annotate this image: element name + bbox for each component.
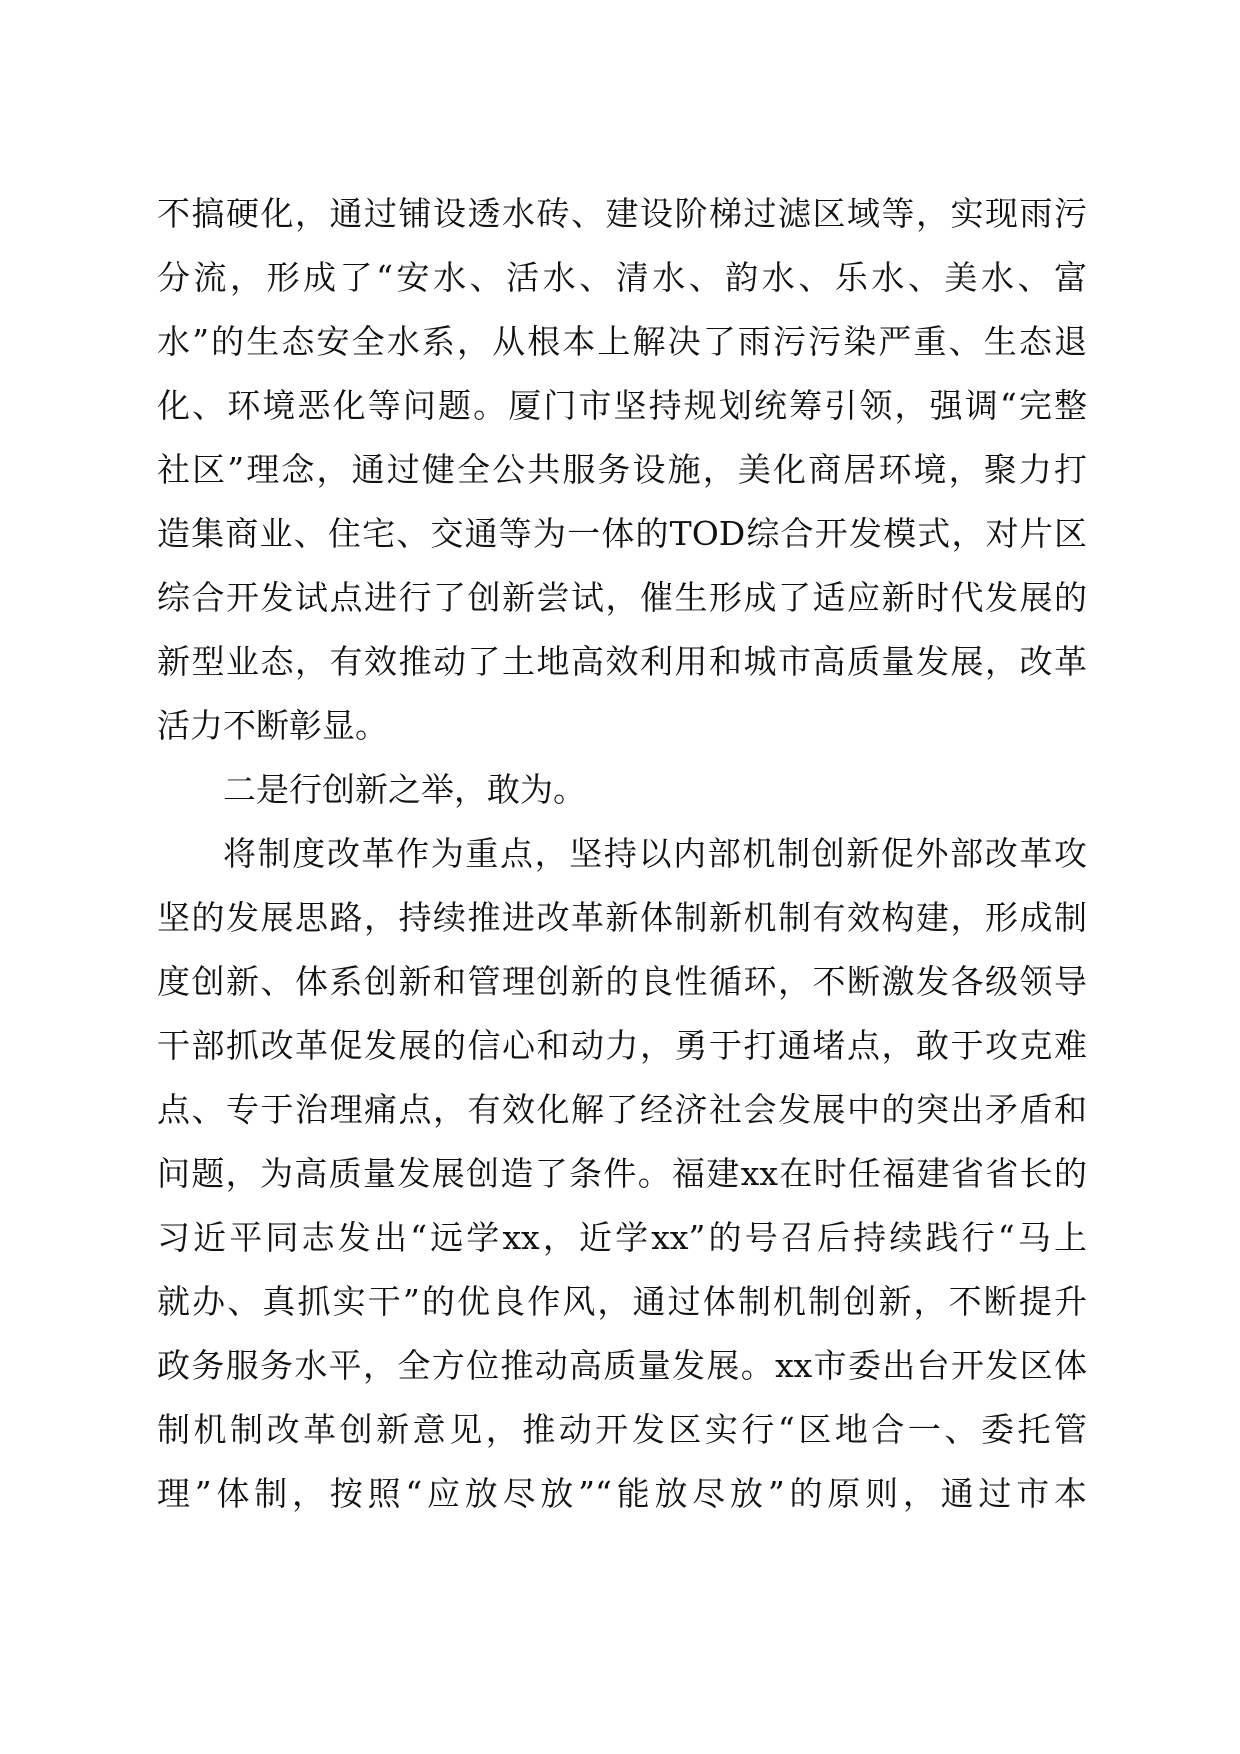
paragraph-line: 将制度改革作为重点，坚持以内部机制创新促外部改革攻	[223, 834, 1087, 873]
paragraph-line: 活力不断彰显。	[157, 706, 388, 745]
paragraph-line: 问题，为高质量发展创造了条件。福建xx在时任福建省省长的	[157, 1154, 1087, 1193]
paragraph-line: 制机制改革创新意见，推动开发区实行“区地合一、委托管	[157, 1410, 1087, 1449]
paragraph-line: 化、环境恶化等问题。厦门市坚持规划统筹引领，强调“完整	[157, 386, 1087, 425]
paragraph-line: 不搞硬化，通过铺设透水砖、建设阶梯过滤区域等，实现雨污	[157, 194, 1087, 233]
paragraph-line: 理”体制，按照“应放尽放”“能放尽放”的原则，通过市本	[157, 1474, 1087, 1513]
paragraph-line: 点、专于治理痛点，有效化解了经济社会发展中的突出矛盾和	[157, 1090, 1087, 1129]
body-text	[157, 182, 1087, 1526]
paragraph-line: 造集商业、住宅、交通等为一体的TOD综合开发模式，对片区	[157, 514, 1087, 553]
paragraph-line: 就办、真抓实干”的优良作风，通过体制机制创新，不断提升	[157, 1282, 1087, 1321]
paragraph-line: 政务服务水平，全方位推动高质量发展。xx市委出台开发区体	[157, 1346, 1087, 1385]
paragraph-line: 度创新、体系创新和管理创新的良性循环，不断激发各级领导	[157, 962, 1087, 1001]
paragraph-line: 水”的生态安全水系，从根本上解决了雨污污染严重、生态退	[157, 322, 1087, 361]
paragraph-line: 社区”理念，通过健全公共服务设施，美化商居环境，聚力打	[157, 450, 1087, 489]
paragraph-line: 新型业态，有效推动了土地高效利用和城市高质量发展，改革	[157, 642, 1087, 681]
paragraph-line: 坚的发展思路，持续推进改革新体制新机制有效构建，形成制	[157, 898, 1087, 937]
paragraph-line: 干部抓改革促发展的信心和动力，勇于打通堵点，敢于攻克难	[157, 1026, 1087, 1065]
paragraph-line: 综合开发试点进行了创新尝试，催生形成了适应新时代发展的	[157, 578, 1087, 617]
section-heading: 二是行创新之举，敢为。	[223, 770, 586, 809]
paragraph-line: 分流，形成了“安水、活水、清水、韵水、乐水、美水、富	[157, 258, 1087, 297]
paragraph-line: 习近平同志发出“远学xx，近学xx”的号召后持续践行“马上	[157, 1218, 1087, 1257]
